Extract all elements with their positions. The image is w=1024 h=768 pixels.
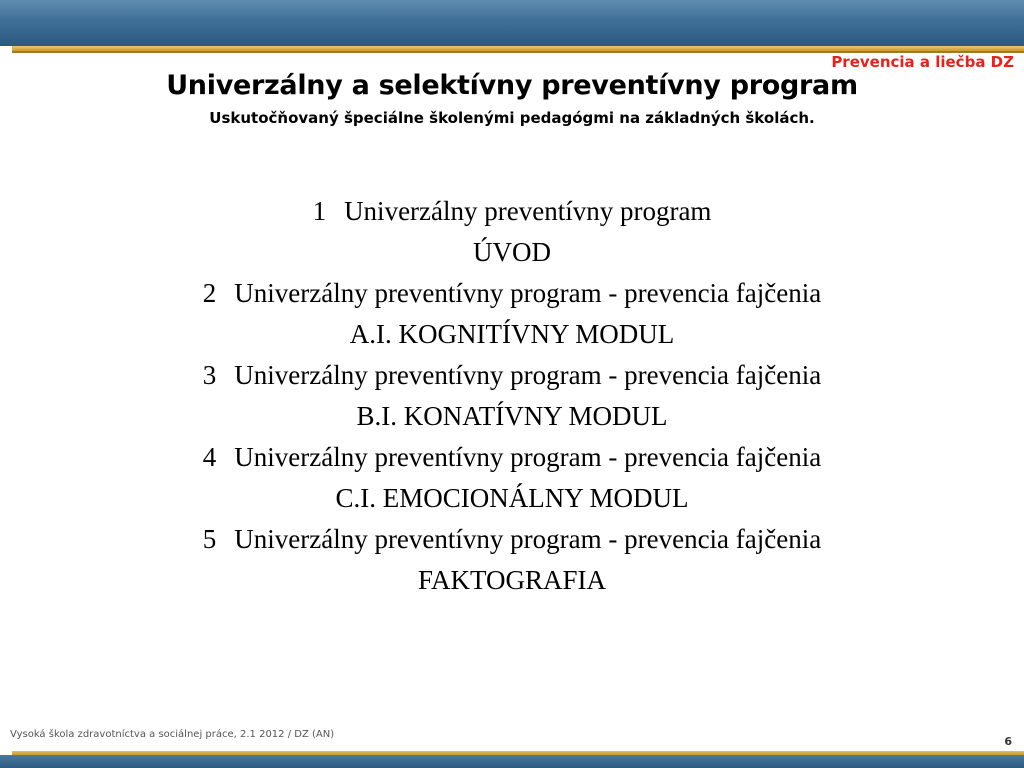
list-item-title [0,437,1024,478]
slide-subtitle: Uskutočňovaný špeciálne školenými pedagógmi na základných školách. [209,109,815,127]
list-item-module: FAKTOGRAFIA [417,565,607,595]
slide-title: Univerzálny a selektívny preventívny program [166,70,858,101]
list-item-number: 1 [312,196,327,226]
list-item-number: 2 [202,278,217,308]
list-item-text: Univerzálny preventívny program - prevencia fajčenia [234,524,822,554]
list-item-module: ÚVOD [473,237,551,267]
list-item-text: Univerzálny preventívny program - prevencia fajčenia [234,442,822,472]
footer-text: Vysoká škola zdravotníctva a sociálnej práce, 2.1 2012 / DZ (AN) [10,729,335,740]
list-item-module: C.I. EMOCIONÁLNY MODUL [335,483,689,513]
list-item-module: B.I. KONATÍVNY MODUL [356,401,668,431]
list-item-number: 5 [202,524,217,554]
list-item-title [0,273,1024,314]
brand-label: Prevencia a liečba DZ [831,53,1014,71]
list-item-module: A.I. KOGNITÍVNY MODUL [349,319,675,349]
list-item-text: Univerzálny preventívny program [344,196,712,226]
list-item-number: 4 [202,442,217,472]
list-item-title [0,355,1024,396]
list-item-title [0,519,1024,560]
list-item-text: Univerzálny preventívny program - prevencia fajčenia [234,278,822,308]
program-list [0,191,1024,601]
header-band [0,0,1024,46]
list-item-number: 3 [202,360,217,390]
list-item-title [0,191,1024,232]
list-item-text: Univerzálny preventívny program - prevencia fajčenia [234,360,822,390]
page-number: 6 [1004,735,1012,748]
footer-band [0,755,1024,768]
